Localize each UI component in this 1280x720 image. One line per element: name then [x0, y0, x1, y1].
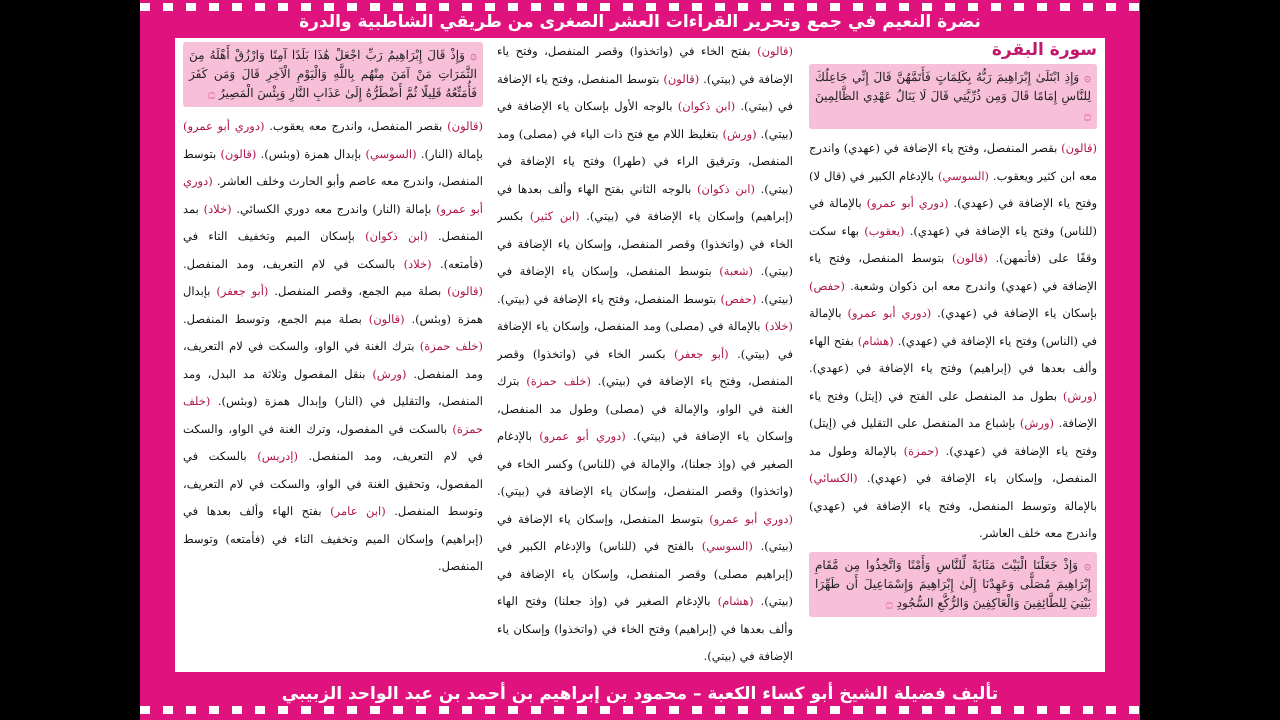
commentary-text: بالسكت في المفصول، وترك الغنة في الواو، والسكت في لام التعريف، ومد المنفصل. [183, 421, 483, 463]
commentary-text: بتوسط المنفصل، وإسكان ياء الإضافة في (بيتي). [497, 264, 793, 306]
reader-name: (أبو جعفر) [216, 284, 269, 298]
reader-name: (ابن ذكوان) [677, 99, 736, 113]
reader-name: (خلاد) [403, 256, 432, 271]
commentary-paragraph [183, 113, 483, 581]
commentary-text: بنقل المفصول وثلاثة مد البدل، ومد المنفصل، والتقليل في (النار) وإبدال همزة (وبئس). [183, 366, 483, 408]
reader-name: (ابن كثير) [529, 209, 580, 223]
commentary-text: بفتح الهاء وألف بعدها في (إبراهيم) وفتح ياء الإضافة في (عهدي). [809, 333, 1097, 375]
reader-name: (إدريس) [257, 449, 298, 463]
reader-name: (دوري أبو عمرو) [866, 196, 949, 210]
book-title: نضرة النعيم في جمع وتحرير القراءات العشر الصغرى من طريقي الشاطبية والدرة [299, 12, 981, 32]
commentary-text: بتوسط المنفصل، وفتح ياء الإضافة في (بيتي). [497, 71, 793, 113]
commentary-text: بالإدغام الصغير في (وإذ جعلنا) وفتح الهاء وألف بعدها في (إبراهيم) وفتح الخاء في (واتخذوا) وإسكان ياء الإضافة في (بيتي). [497, 594, 793, 663]
reader-name: (السوسي) [701, 539, 753, 553]
commentary-text: بالسكت في لام التعريف، ومد المنفصل. [183, 256, 404, 271]
reader-name: (ورش) [722, 126, 757, 141]
reader-name: (دوري أبو عمرو) [183, 174, 483, 216]
commentary-text: بقصر المنفصل، وفتح ياء الإضافة في (عهدي) واندرج معه ابن كثير ويعقوب. [809, 141, 1097, 183]
reader-name: (قالون) [757, 44, 793, 58]
commentary-text: بمد المنفصل. [183, 201, 483, 243]
reader-name: (ابن ذكوان) [696, 181, 755, 196]
reader-name: (شعبة) [719, 264, 754, 278]
reader-name: (دوري أبو عمرو) [183, 119, 265, 133]
commentary-text: بالإمالة في (الناس) وفتح ياء الإضافة في (عهدي). [809, 306, 1097, 348]
reader-name: (قالون) [1061, 141, 1097, 155]
commentary-text: بهاء سكت وقفًا على (فأتمهن). [809, 223, 1097, 265]
commentary-text: بالسكت في المفصول، وتحقيق الغنة في الواو، والسكت في لام التعريف، وتوسط المنفصل. [183, 449, 483, 518]
reader-name: (خلف حمزة) [419, 339, 483, 353]
column-right [809, 38, 1097, 672]
reader-name: (ورش) [372, 366, 407, 381]
commentary-text: بتوسط المنفصل، وإسكان ياء الإضافة في (بيتي). [497, 511, 793, 553]
commentary-text: بالفتح في (للناس) والإدغام الكبير في (إبراهيم مصلى) وقصر المنفصل، وإسكان ياء الإضافة في (بيتي). [497, 539, 793, 608]
reader-name: (هشام) [857, 333, 894, 348]
reader-name: (ابن ذكوان) [365, 229, 428, 243]
commentary-text: بصلة ميم الجمع، وقصر المنفصل. [268, 284, 448, 298]
reader-name: (حفص) [720, 291, 757, 306]
reader-name: (هشام) [717, 594, 754, 608]
commentary-text: بإمالة (النار) واندرج معه دوري الكسائي. [231, 201, 437, 216]
commentary-text: بإمالة (النار). [416, 146, 483, 161]
film-dots-bottom [140, 706, 1140, 714]
reader-name: (ورش) [1062, 388, 1097, 403]
ayah-number-icon: ۝ [208, 86, 216, 100]
commentary-text: بالوجه الأول بإسكان ياء الإضافة في (بيتي). [497, 99, 793, 141]
ayah-box [809, 552, 1097, 617]
commentary-text: بطول مد المنفصل على الفتح في (إيتل) وفتح ياء الإضافة. [809, 388, 1097, 430]
commentary-text: بقصر المنفصل، واندرج معه يعقوب. [264, 119, 448, 133]
sura-title: سورة البقرة [991, 40, 1097, 60]
ayah-box [183, 42, 483, 107]
commentary-text: بتوسط المنفصل، واندرج معه عاصم وأبو الحارث وخلف العاشر. [183, 146, 483, 188]
commentary-text: بتوسط المنفصل، وفتح ياء الإضافة في (عهدي) واندرج معه ابن ذكوان وشعبة. [809, 251, 1097, 293]
reader-name: (دوري أبو عمرو) [709, 511, 793, 526]
commentary-text: بإبدال همزة (وبئس). [183, 284, 483, 326]
column-left [183, 38, 483, 672]
reader-name: (ورش) [1019, 416, 1055, 430]
reader-name: (يعقوب) [864, 223, 905, 238]
commentary-text: بإشباع مد المنفصل على التقليل في (إيتل) وفتح ياء الإضافة في (عهدي). [809, 416, 1097, 458]
reader-name: (خلف حمزة) [526, 374, 592, 388]
commentary-text: بكسر الخاء في (واتخذوا) وقصر المنفصل، وفتح ياء الإضافة في (بيتي). [497, 346, 793, 388]
commentary-text: بكسر الخاء في (واتخذوا) وقصر المنفصل، وإسكان ياء الإضافة في (بيتي). [497, 209, 793, 278]
reader-name: (دوري أبو عمرو) [539, 429, 626, 443]
reader-name: (السوسي) [365, 146, 417, 161]
ayah-text: وَإِذْ قَالَ إِبْرَاهِيمُ رَبِّ اجْعَلْ هَٰذَا بَلَدًا آمِنًا وَارْزُقْ أَهْلَهُ مِنَ الثَّمَرَاتِ مَنْ آمَنَ مِنْهُم بِاللَّهِ وَالْيَوْمِ الْآخِرِ قَالَ وَمَن كَفَرَ فَأُمَتِّعُهُ قَلِيلًا ثُمَّ أَضْطَرُّهُ إِلَىٰ عَذَابِ النَّارِ وَبِئْسَ الْمَصِيرُ [189, 48, 477, 100]
reader-name: (أبو جعفر) [674, 346, 729, 361]
commentary-paragraph [809, 135, 1097, 548]
page-frame [140, 0, 1140, 720]
reader-name: (خلاد) [764, 319, 793, 333]
reader-name: (ابن عامر) [330, 504, 386, 518]
commentary-text: بالإمالة في (للناس) وفتح ياء الإضافة في (عهدي). [809, 196, 1097, 238]
author-line: تأليف فضيلة الشيخ أبو كساء الكعبة – محمود بن إبراهيم بن أحمد بن عبد الواحد الزبيبي [281, 684, 999, 704]
reader-name: (حفص) [809, 278, 845, 293]
ayah-number-icon: ۝ [1083, 108, 1091, 122]
reader-name: (قالون) [368, 311, 405, 326]
commentary-text: بفتح الخاء في (واتخذوا) وقصر المنفصل، وفتح ياء الإضافة في (بيتي). [497, 44, 793, 86]
reader-name: (قالون) [447, 284, 483, 298]
commentary-text: بصلة ميم الجمع، وتوسط المنفصل. [183, 311, 369, 326]
ayah-start-icon: ۞ [1083, 70, 1091, 84]
commentary-paragraph [497, 38, 793, 671]
column-middle [497, 38, 793, 672]
reader-name: (الكسائي) [809, 471, 858, 485]
reader-name: (خلاد) [203, 201, 232, 216]
commentary-text: بإسكان ياء الإضافة في (عهدي). [931, 306, 1097, 320]
ayah-box [809, 64, 1097, 129]
reader-name: (دوري أبو عمرو) [847, 306, 932, 320]
commentary-text: بإبدال همزة (وبئس). [256, 146, 366, 161]
reader-name: (حمزة) [903, 443, 939, 458]
commentary-text: بالإمالة في (مصلى) ومد المنفصل، وإسكان ياء الإضافة في (بيتي). [497, 319, 793, 361]
commentary-text: بالوجه الثاني بفتح الهاء وألف بعدها في (إبراهيم) وإسكان ياء الإضافة في (بيتي). [497, 181, 793, 223]
reader-name: (السوسي) [937, 168, 990, 183]
commentary-text: بفتح الهاء وألف بعدها في (إبراهيم) وإسكان الميم وتخفيف التاء في (فأمتعه) وتوسط المنفصل. [183, 504, 483, 573]
ayah-start-icon: ۞ [1083, 557, 1091, 572]
book-page [175, 38, 1105, 672]
reader-name: (قالون) [447, 119, 483, 133]
reader-name: (قالون) [951, 251, 988, 265]
reader-name: (قالون) [220, 146, 257, 161]
ayah-text: وَإِذْ جَعَلْنَا الْبَيْتَ مَثَابَةً لِّلنَّاسِ وَأَمْنًا وَاتَّخِذُوا مِن مَّقَامِ إِبْرَاهِيمَ مُصَلًّى وَعَهِدْنَا إِلَىٰ إِبْرَاهِيمَ وَإِسْمَاعِيلَ أَن طَهِّرَا بَيْتِيَ لِلطَّائِفِينَ وَالْعَاكِفِينَ وَالرُّكَّعِ السُّجُودِ [815, 557, 1091, 610]
ayah-text: وَإِذِ ابْتَلَىٰ إِبْرَاهِيمَ رَبُّهُ بِكَلِمَاتٍ فَأَتَمَّهُنَّ قَالَ إِنِّي جَاعِلُكَ لِلنَّاسِ إِمَامًا قَالَ وَمِن ذُرِّيَّتِي قَالَ لَا يَنَالُ عَهْدِي الظَّالِمِينَ [815, 70, 1091, 103]
commentary-text: بالإدغام الصغير في (وإذ جعلنا)، والإمالة في (للناس) وكسر الخاء في (واتخذوا) وقصر المنفصل، وإسكان ياء الإضافة في (بيتي). [497, 429, 793, 498]
commentary-text: بترك الغنة في الواو، والإمالة في (مصلى) وطول مد المنفصل، وإسكان ياء الإضافة في (بيتي). [497, 374, 793, 443]
reader-name: (قالون) [663, 71, 700, 86]
ayah-number-icon: ۝ [885, 595, 893, 610]
reader-name: (خلف حمزة) [183, 394, 483, 436]
commentary-text: بالإمالة وطول مد المنفصل، وإسكان ياء الإضافة في (عهدي). [809, 443, 1097, 485]
commentary-text: بالإدغام الكبير في (قال لا) وفتح ياء الإضافة في (عهدي). [809, 168, 1097, 210]
commentary-text: بالإمالة وتوسط المنفصل، وفتح ياء الإضافة في (عهدي) واندرج معه خلف العاشر. [809, 498, 1097, 540]
commentary-text: بتغليظ اللام مع فتح ذات الياء في (مصلى) ومد المنفصل، وترقيق الراء في (طهرا) وفتح ياء الإضافة في (بيتي). [497, 126, 793, 196]
film-dots-top [140, 3, 1140, 11]
ayah-start-icon: ۞ [469, 48, 477, 62]
commentary-text: بإسكان الميم وتخفيف التاء في (فأمتعه). [183, 229, 483, 271]
commentary-text: بتوسط المنفصل، وفتح ياء الإضافة في (بيتي). [497, 291, 721, 306]
commentary-text: بترك الغنة في الواو، والسكت في لام التعريف، ومد المنفصل. [183, 339, 483, 381]
